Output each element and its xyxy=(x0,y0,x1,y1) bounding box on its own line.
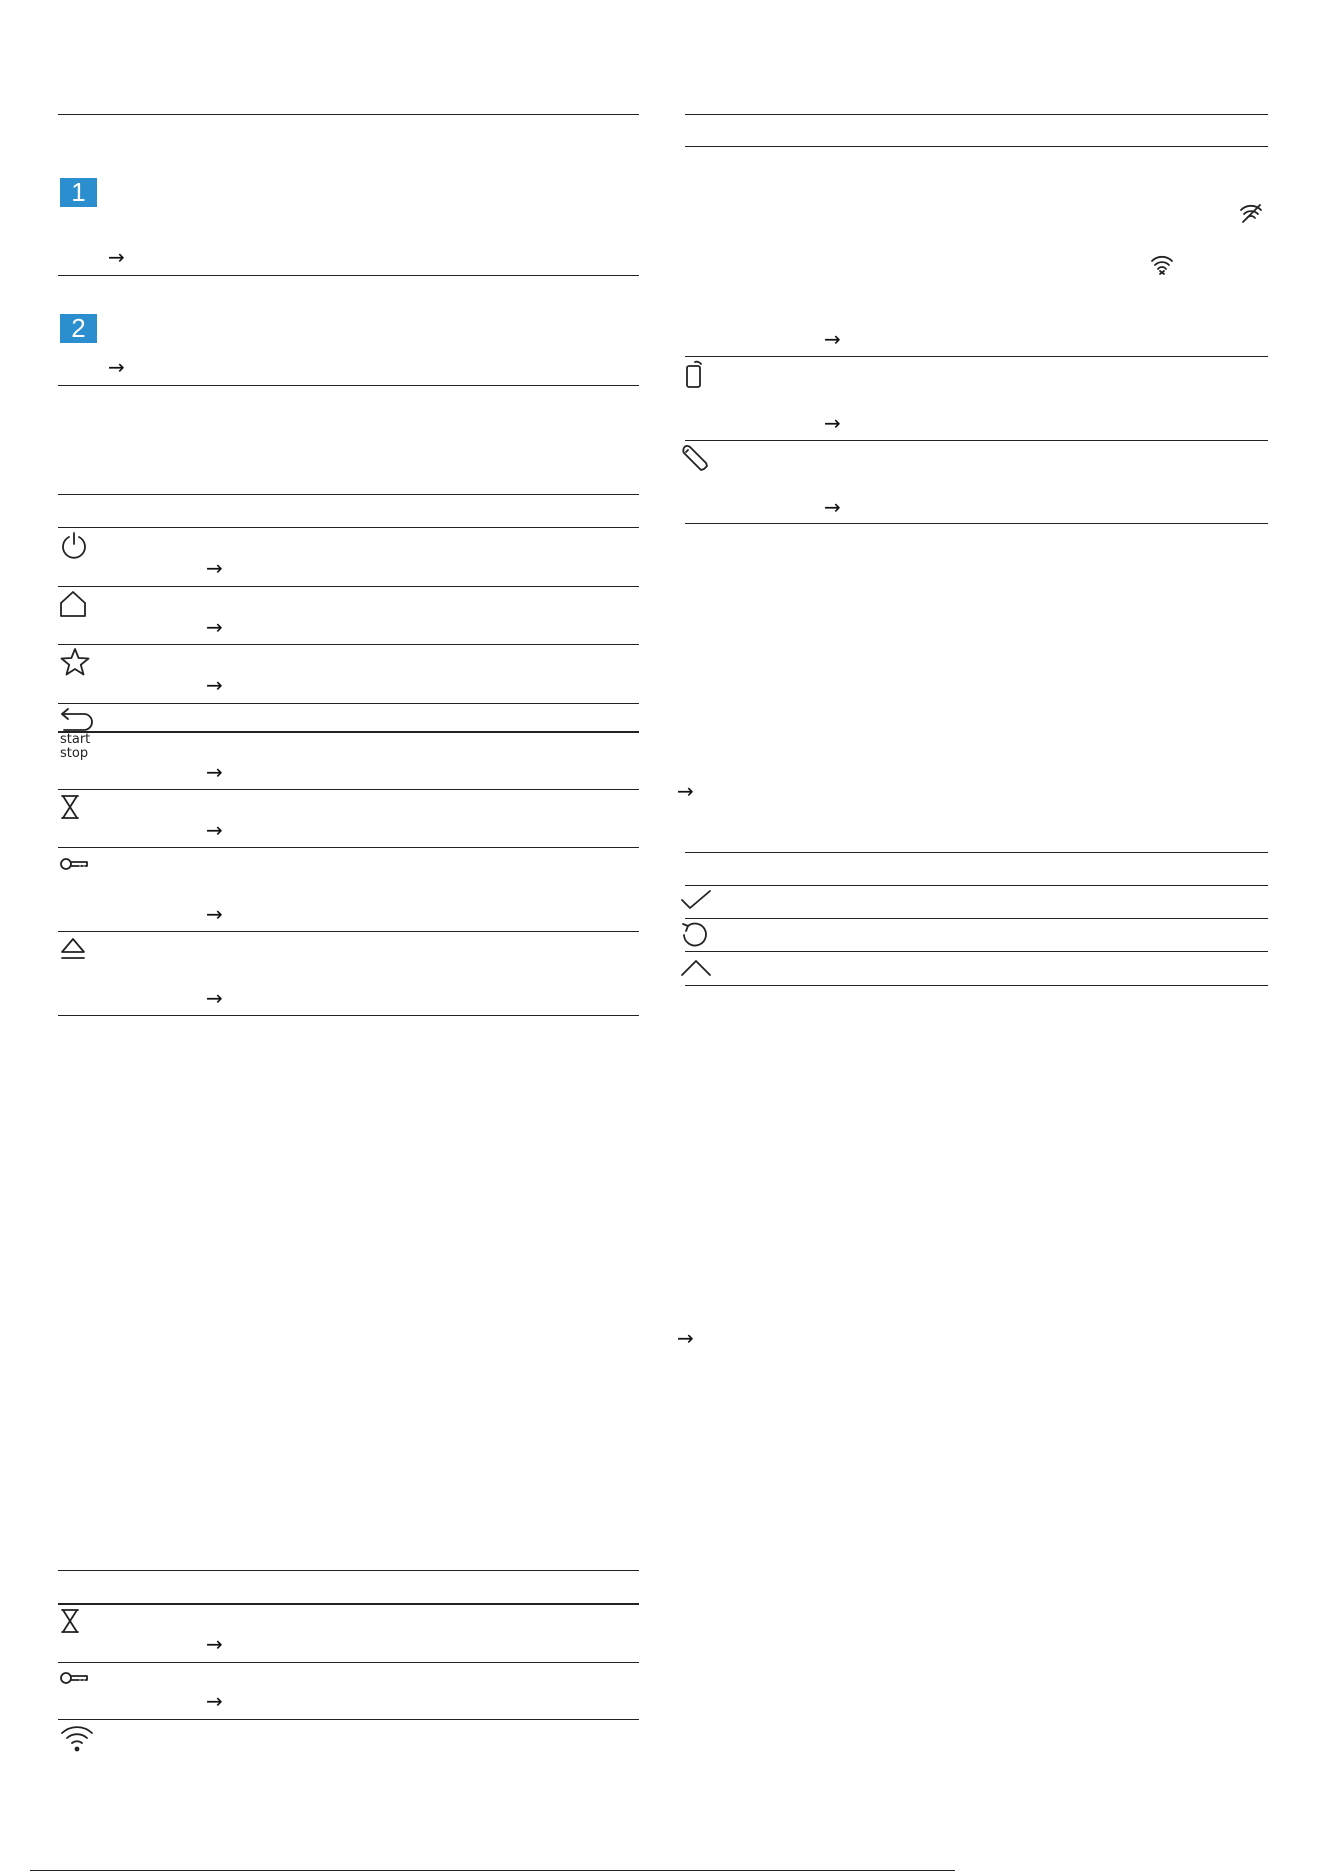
hourglass-icon xyxy=(60,1608,80,1634)
section-rule xyxy=(58,114,639,115)
table-row-rule xyxy=(58,527,639,528)
table-row-rule xyxy=(685,885,1268,886)
table-row-rule xyxy=(58,1719,639,1720)
checkmark-icon xyxy=(680,889,712,911)
phone-icon xyxy=(683,360,705,390)
table-row-rule xyxy=(685,523,1268,524)
table-row-rule xyxy=(58,586,639,587)
footer-rule xyxy=(30,1870,955,1871)
key-icon xyxy=(60,1671,88,1685)
reference-arrow: → xyxy=(677,1326,694,1350)
table-row-rule xyxy=(58,847,639,848)
power-icon xyxy=(60,531,88,559)
reference-arrow: → xyxy=(206,986,223,1010)
table-row-rule xyxy=(58,644,639,645)
table-row-rule xyxy=(685,440,1268,441)
table-row-rule xyxy=(58,731,639,733)
reference-arrow: → xyxy=(824,495,841,519)
reference-arrow: → xyxy=(206,1689,223,1713)
key-icon xyxy=(60,857,88,871)
table-header-rule xyxy=(58,494,639,495)
table-row-rule xyxy=(58,931,639,932)
section-rule xyxy=(58,385,639,386)
reference-arrow: → xyxy=(206,1632,223,1656)
reference-arrow: → xyxy=(108,245,125,269)
table-row-rule xyxy=(685,918,1268,919)
table-header-rule xyxy=(685,114,1268,115)
wifi-icon xyxy=(60,1724,94,1752)
reference-arrow: → xyxy=(206,760,223,784)
home-icon xyxy=(60,590,86,618)
star-icon xyxy=(60,648,90,676)
start-stop-label xyxy=(60,733,90,761)
table-row-rule xyxy=(58,789,639,790)
stop-label: stop xyxy=(60,746,89,761)
reference-arrow: → xyxy=(824,411,841,435)
table-row-rule xyxy=(58,703,639,704)
wifi-off-icon xyxy=(1240,203,1262,223)
reference-arrow: → xyxy=(206,673,223,697)
section-rule xyxy=(58,275,639,276)
reset-icon xyxy=(680,921,710,949)
reference-arrow: → xyxy=(206,556,223,580)
table-row-rule xyxy=(685,951,1268,952)
wifi-icon xyxy=(1151,254,1173,274)
step-badge-2: 2 xyxy=(60,314,97,343)
reference-arrow: → xyxy=(206,818,223,842)
hourglass-icon xyxy=(60,794,80,820)
table-row-rule xyxy=(685,356,1268,357)
eject-icon xyxy=(60,936,86,962)
step-badge-1: 1 xyxy=(60,178,97,207)
back-arrow-icon xyxy=(60,707,94,733)
reference-arrow: → xyxy=(677,779,694,803)
table-header-rule xyxy=(58,1570,639,1571)
wrench-icon xyxy=(681,444,709,472)
column-divider-tick xyxy=(685,146,1268,147)
start-label: start xyxy=(60,732,91,747)
chevron-up-icon xyxy=(680,959,712,977)
reference-arrow: → xyxy=(108,355,125,379)
table-row-rule xyxy=(58,1015,639,1016)
table-row-rule xyxy=(58,1662,639,1663)
table-row-rule xyxy=(685,985,1268,986)
reference-arrow: → xyxy=(206,902,223,926)
reference-arrow: → xyxy=(824,327,841,351)
table-header-rule xyxy=(685,852,1268,853)
reference-arrow: → xyxy=(206,615,223,639)
table-row-rule xyxy=(58,1603,639,1605)
